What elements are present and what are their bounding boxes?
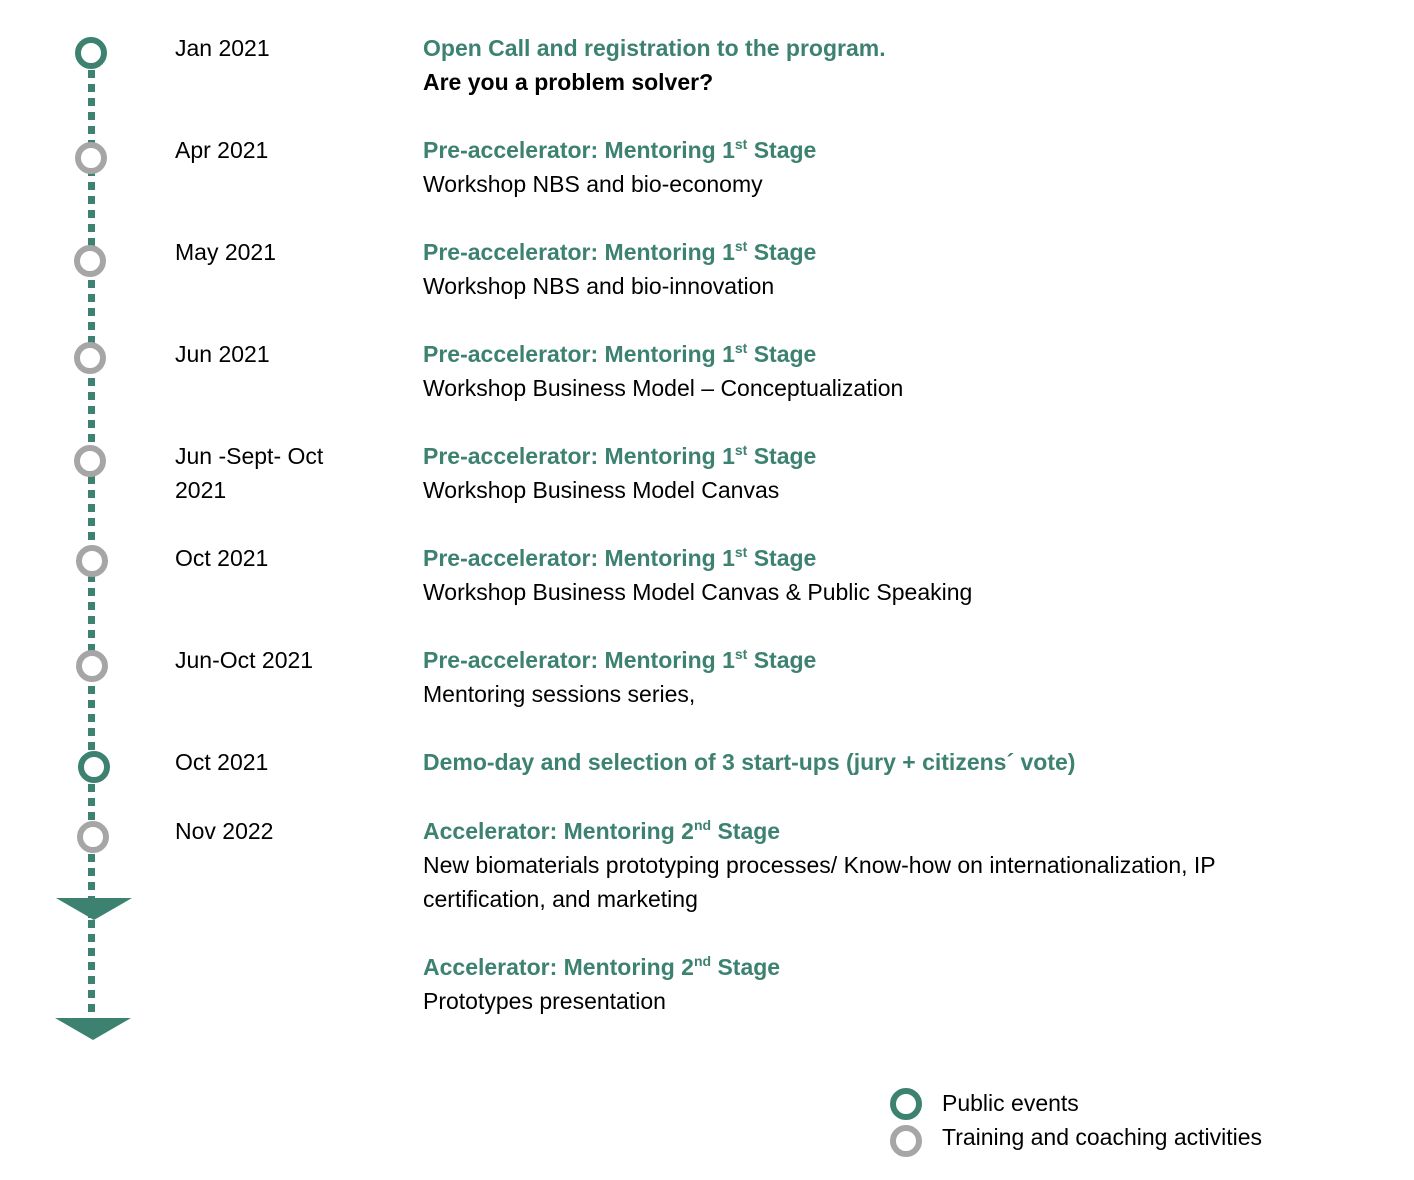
event-item — [423, 643, 1383, 711]
event-date: Jun 2021 — [175, 341, 270, 367]
event-item — [423, 745, 1383, 779]
event-item — [423, 541, 1383, 609]
timeline-connector — [88, 70, 95, 922]
event-subtitle: Are you a problem solver? — [423, 69, 714, 95]
event-title: Pre-accelerator: Mentoring 1st Stage — [423, 544, 817, 571]
event-date: Oct 2021 — [175, 749, 269, 775]
event-title: Pre-accelerator: Mentoring 1st Stage — [423, 136, 817, 163]
event-item — [423, 133, 1383, 201]
training-marker-icon — [76, 545, 108, 577]
training-marker-icon — [77, 821, 109, 853]
training-marker-icon — [74, 445, 106, 477]
event-subtitle: Workshop NBS and bio-economy — [423, 171, 763, 197]
event-item — [423, 439, 1383, 507]
event-date: Jun -Sept- Oct 2021 — [175, 443, 324, 503]
event-subtitle: Workshop Business Model Canvas — [423, 477, 780, 503]
public-event-marker-icon — [75, 37, 107, 69]
event-title: Accelerator: Mentoring 2nd Stage — [423, 817, 781, 844]
event-title: Accelerator: Mentoring 2nd Stage — [423, 953, 781, 980]
event-item — [423, 950, 1383, 1018]
training-marker-icon — [75, 142, 107, 174]
event-title: Pre-accelerator: Mentoring 1st Stage — [423, 340, 817, 367]
event-subtitle: Workshop NBS and bio-innovation — [423, 273, 775, 299]
training-marker-icon — [74, 342, 106, 374]
event-item — [423, 235, 1383, 303]
event-title: Pre-accelerator: Mentoring 1st Stage — [423, 442, 817, 469]
timeline-connector-tail — [88, 920, 95, 1020]
arrow-down-icon — [55, 1018, 131, 1040]
training-marker-icon — [74, 245, 106, 277]
event-date: Apr 2021 — [175, 137, 269, 163]
event-subtitle: Prototypes presentation — [423, 988, 666, 1014]
training-marker-icon — [890, 1125, 922, 1157]
event-subtitle: Mentoring sessions series, — [423, 681, 696, 707]
event-title: Open Call and registration to the program. — [423, 35, 886, 61]
public-event-marker-icon — [890, 1088, 922, 1120]
event-date: Jun-Oct 2021 — [175, 647, 314, 673]
arrow-down-icon — [56, 898, 132, 920]
public-event-marker-icon — [78, 751, 110, 783]
training-marker-icon — [76, 650, 108, 682]
event-item — [423, 814, 1333, 916]
event-date: Jan 2021 — [175, 35, 270, 61]
event-date: Nov 2022 — [175, 818, 274, 844]
event-title: Demo-day and selection of 3 start-ups (jury + citizens´ vote) — [423, 749, 1076, 775]
legend-label: Training and coaching activities — [942, 1124, 1263, 1150]
event-subtitle: Workshop Business Model Canvas & Public Speaking — [423, 579, 973, 605]
legend-label: Public events — [942, 1090, 1079, 1116]
event-item — [423, 337, 1383, 405]
event-subtitle: New biomaterials prototyping processes/ Know-how on internationalization, IP certification, and marketing — [423, 852, 1216, 912]
event-item — [423, 31, 1383, 99]
event-date: May 2021 — [175, 239, 277, 265]
event-date: Oct 2021 — [175, 545, 269, 571]
event-title: Pre-accelerator: Mentoring 1st Stage — [423, 238, 817, 265]
event-subtitle: Workshop Business Model – Conceptualization — [423, 375, 904, 401]
event-title: Pre-accelerator: Mentoring 1st Stage — [423, 646, 817, 673]
